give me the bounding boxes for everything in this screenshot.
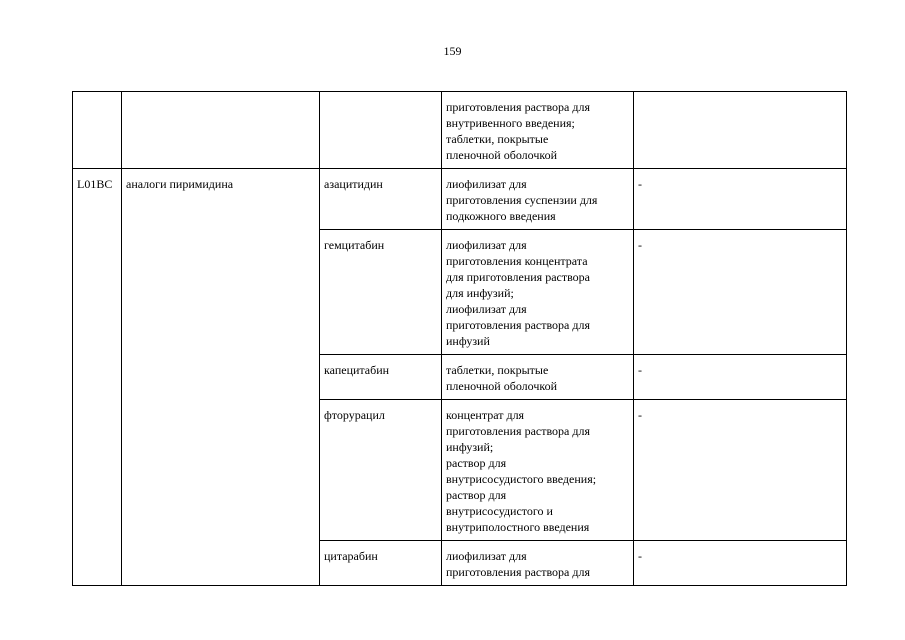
dosage-form-cell: лиофилизат для приготовления суспензии для подкожного введения <box>442 169 634 230</box>
note-cell: - <box>634 541 847 586</box>
dosage-form-cell: приготовления раствора для внутривенного введения; таблетки, покрытые пленочной оболочкой <box>442 92 634 169</box>
inn-cell: цитарабин <box>320 541 442 586</box>
atc-code-cell: L01BC <box>73 169 122 586</box>
note-cell <box>634 92 847 169</box>
note-cell: - <box>634 355 847 400</box>
dosage-form-cell: таблетки, покрытые пленочной оболочкой <box>442 355 634 400</box>
table-row <box>73 169 847 230</box>
group-cell: аналоги пиримидина <box>122 169 320 586</box>
dosage-form-cell: лиофилизат для приготовления концентрата для приготовления раствора для инфузий; лиофилизат для приготовления раствора для инфузий <box>442 230 634 355</box>
table-row <box>73 92 847 169</box>
page-number: 159 <box>443 44 462 58</box>
note-cell: - <box>634 400 847 541</box>
drug-table <box>72 91 847 586</box>
note-cell: - <box>634 169 847 230</box>
inn-cell <box>320 92 442 169</box>
dosage-form-cell: концентрат для приготовления раствора для инфузий; раствор для внутрисосудистого введения; раствор для внутрисосудистого и внутриполостного введения <box>442 400 634 541</box>
dosage-form-cell: лиофилизат для приготовления раствора для <box>442 541 634 586</box>
note-cell: - <box>634 230 847 355</box>
atc-code-cell <box>73 92 122 169</box>
inn-cell: капецитабин <box>320 355 442 400</box>
inn-cell: фторурацил <box>320 400 442 541</box>
group-cell <box>122 92 320 169</box>
inn-cell: азацитидин <box>320 169 442 230</box>
inn-cell: гемцитабин <box>320 230 442 355</box>
